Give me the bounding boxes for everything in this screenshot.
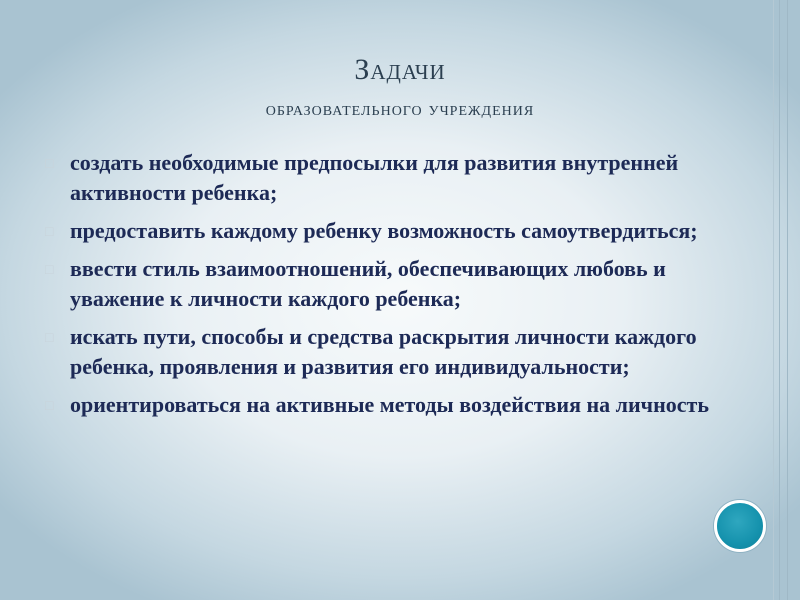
bullet-text: ориентироваться на активные методы воздействия на личность: [70, 392, 709, 417]
bullet-list: [45, 148, 745, 428]
slide-subtitle: образовательного учреждения: [265, 98, 535, 120]
bullet-text: предоставить каждому ребенку возможность самоутвердиться;: [70, 218, 698, 243]
list-item: [45, 390, 745, 420]
list-item: [45, 322, 745, 382]
title-block: [0, 50, 800, 124]
bullet-text: искать пути, способы и средства раскрытия личности каждого ребенка, проявления и развития его индивидуальности;: [70, 324, 697, 379]
square-bullet-icon: □: [45, 225, 54, 240]
decorative-circle: [714, 500, 766, 552]
square-bullet-icon: □: [45, 399, 54, 414]
square-bullet-icon: □: [45, 331, 54, 346]
bullet-text: создать необходимые предпосылки для развития внутренней активности ребенка;: [70, 150, 679, 205]
square-bullet-icon: □: [45, 263, 54, 278]
slide-title: Задачи: [354, 53, 446, 86]
list-item: [45, 148, 745, 208]
list-item: [45, 216, 745, 246]
bullet-text: ввести стиль взаимоотношений, обеспечивающих любовь и уважение к личности каждого ребенка;: [70, 256, 666, 311]
list-item: [45, 254, 745, 314]
square-bullet-icon: □: [45, 157, 54, 172]
